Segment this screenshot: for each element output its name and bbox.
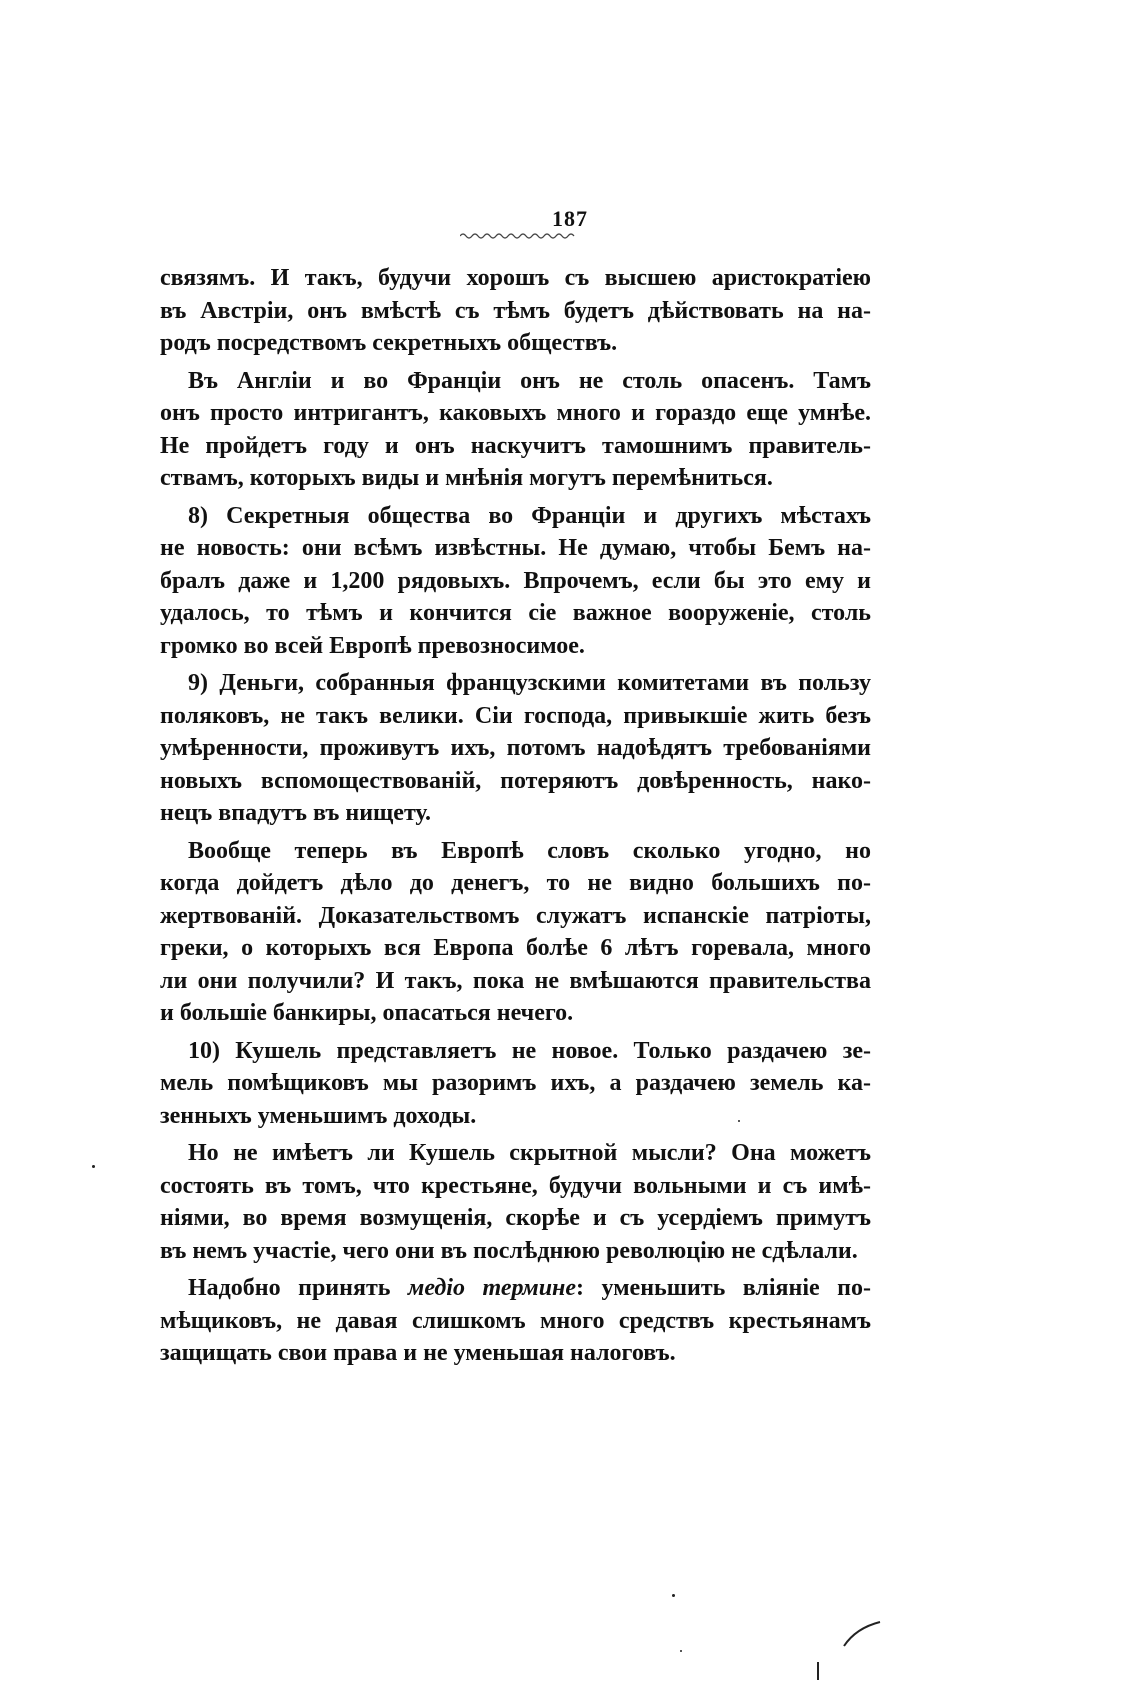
text-line: 10) Кушель представляетъ не новое. Только раздачею зе-: [188, 1037, 871, 1064]
text-line: новыхъ вспомоществованій, потеряютъ довѣренность, нако-: [160, 767, 871, 794]
text-line: состоять въ томъ, что крестьяне, будучи вольными и съ имѣ-: [160, 1172, 871, 1199]
text-line: Вообще теперь въ Европѣ словъ сколько угодно, но: [188, 837, 871, 864]
text-line: зенныхъ уменьшимъ доходы.: [160, 1102, 477, 1129]
text-line: 8) Секретныя общества во Франціи и другихъ мѣстахъ: [188, 502, 871, 529]
page-number: 187: [552, 206, 588, 231]
text-line: нецъ впадутъ въ нищету.: [160, 800, 432, 826]
text-line: поляковъ, не такъ велики. Сіи господа, привыкшіе жить безъ: [160, 702, 871, 729]
text-run: Надобно принять: [188, 1275, 408, 1301]
paragraph: [160, 500, 871, 663]
text-line: Въ Англіи и во Франціи онъ не столь опасенъ. Тамъ: [188, 367, 871, 394]
page-number-ornament: [460, 232, 576, 240]
text-line: когда дойдетъ дѣло до денегъ, то не видно большихъ по-: [160, 870, 871, 896]
text-run: : уменьшить вліяніе по-: [576, 1275, 871, 1301]
text-line: [160, 1272, 871, 1305]
text-line: связямъ. И такъ, будучи хорошъ съ высшею аристократіею: [160, 265, 871, 291]
scan-speck: [738, 1120, 740, 1122]
paragraph: [160, 262, 871, 360]
text-line: родъ посредствомъ секретныхъ обществъ.: [160, 330, 618, 356]
text-line: ствамъ, которыхъ виды и мнѣнія могутъ перемѣниться.: [160, 465, 773, 491]
text-line: ли они получили? И такъ, пока не вмѣшаются правительства: [160, 967, 871, 994]
paragraph: [160, 667, 871, 830]
scan-speck: [672, 1594, 675, 1597]
paragraph: [160, 1137, 871, 1267]
text-line: 9) Деньги, собранныя французскими комитетами въ пользу: [188, 670, 871, 696]
text-line: греки, о которыхъ вся Европа болѣе 6 лѣтъ горевала, много: [160, 935, 871, 961]
text-line: громко во всей Европѣ превозносимое.: [160, 632, 585, 659]
italic-phrase: медіо термине: [407, 1275, 577, 1301]
text-line: жертвованій. Доказательствомъ служатъ испанскіе патріоты,: [160, 902, 871, 929]
text-line: не новость: они всѣмъ извѣстны. Не думаю, чтобы Бемъ на-: [160, 535, 871, 561]
scan-stroke-mark: [842, 1618, 882, 1648]
text-line: Не пройдетъ году и онъ наскучитъ тамошнимъ правитель-: [160, 432, 871, 459]
scan-stroke-mark: [814, 1660, 822, 1682]
body-text: [160, 262, 871, 1370]
text-line: и большіе банкиры, опасаться нечего.: [160, 1000, 574, 1026]
paragraph: [160, 1035, 871, 1133]
text-line: умѣренности, проживутъ ихъ, потомъ надоѣдятъ требованіями: [160, 735, 871, 761]
text-line: въ Австріи, онъ вмѣстѣ съ тѣмъ будетъ дѣйствовать на на-: [160, 297, 871, 324]
paragraph: [160, 1272, 871, 1370]
text-line: въ немъ участіе, чего они въ послѣднюю революцію не сдѣлали.: [160, 1237, 858, 1264]
text-line: защищать свои права и не уменьшая налоговъ.: [160, 1340, 676, 1366]
paragraph: [160, 365, 871, 495]
scan-speck: [680, 1650, 682, 1652]
text-line: онъ просто интригантъ, каковыхъ много и гораздо еще умнѣе.: [160, 400, 871, 426]
paragraph: [160, 835, 871, 1030]
scan-speck: [92, 1165, 95, 1168]
text-line: Но не имѣетъ ли Кушель скрытной мысли? Она можетъ: [188, 1140, 871, 1166]
text-line: ніями, во время возмущенія, скорѣе и съ усердіемъ примутъ: [160, 1205, 871, 1231]
text-line: бралъ даже и 1,200 рядовыхъ. Впрочемъ, если бы это ему и: [160, 567, 871, 594]
text-line: удалось, то тѣмъ и кончится сіе важное вооруженіе, столь: [160, 600, 871, 626]
text-line: мель помѣщиковъ мы разоримъ ихъ, а раздачею земель ка-: [160, 1070, 871, 1096]
text-line: мѣщиковъ, не давая слишкомъ много средствъ крестьянамъ: [160, 1307, 871, 1334]
